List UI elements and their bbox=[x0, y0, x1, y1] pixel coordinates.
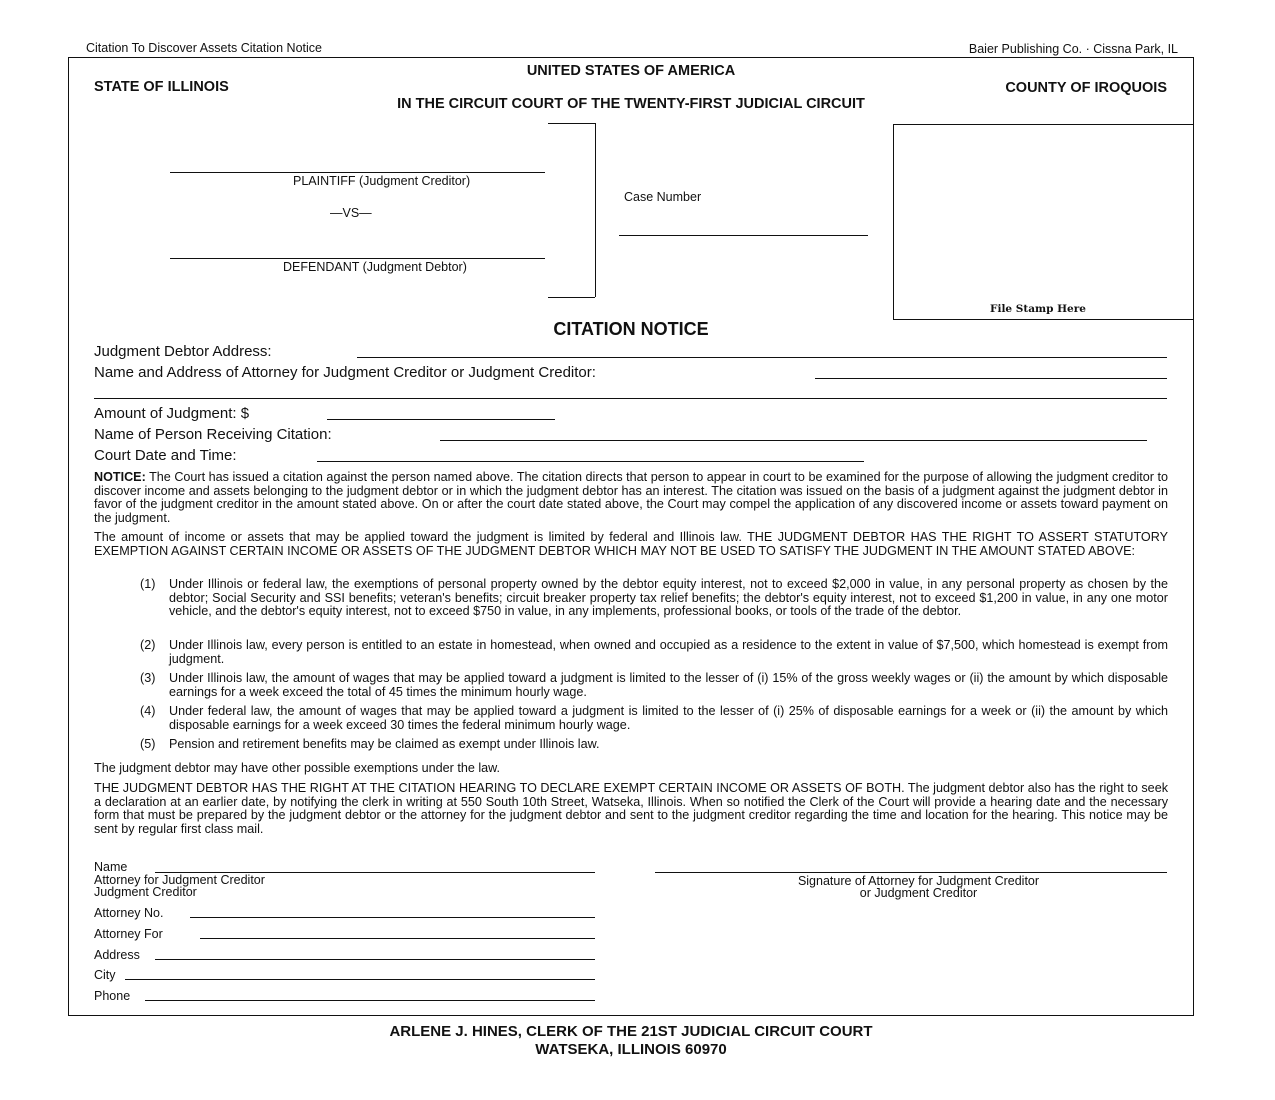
case-number-line[interactable] bbox=[619, 235, 868, 236]
attorney-for-line[interactable] bbox=[200, 938, 595, 939]
address-label: Address bbox=[94, 948, 140, 962]
page-title: CITATION NOTICE bbox=[553, 319, 709, 339]
form-title-header: Citation To Discover Assets Citation Notice bbox=[86, 41, 322, 55]
name-label: Name bbox=[94, 860, 128, 874]
attorney-for-label-2: Judgment Creditor bbox=[94, 885, 197, 899]
county-heading: COUNTY OF IROQUOIS bbox=[1005, 80, 1167, 96]
other-exemptions: The judgment debtor may have other possible exemptions under the law. bbox=[94, 761, 501, 775]
phone-line[interactable] bbox=[145, 1000, 595, 1001]
publisher-header: Baier Publishing Co. · Cissna Park, IL bbox=[968, 42, 1178, 56]
exemption-item bbox=[140, 639, 1168, 666]
attorney-for-label-1: Attorney for Judgment Creditor bbox=[94, 873, 265, 887]
defendant-label: DEFENDANT (Judgment Debtor) bbox=[283, 260, 467, 274]
item-text: Under federal law, the amount of wages that may be applied toward a judgment is limited to the lesser of (i) 25% of disposable earnings for a week or (ii) the amount by which disposable earnings for a week exceed 30 times the federal minimum hourly wage. bbox=[169, 704, 1168, 732]
clerk-name: ARLENE J. HINES, CLERK OF THE 21ST JUDICIAL CIRCUIT COURT bbox=[389, 1023, 873, 1040]
plaintiff-line[interactable] bbox=[170, 172, 545, 173]
person-label: Name of Person Receiving Citation: bbox=[94, 426, 332, 443]
item-text: Pension and retirement benefits may be claimed as exempt under Illinois law. bbox=[169, 737, 600, 751]
item-text: Under Illinois or federal law, the exemptions of personal property owned by the debtor equity interest, not to exceed $2,000 in value, in any personal property as chosen by the debtor; Social Security and SSI benefits; veteran's benefits; circuit breaker property tax relief benefits; the debtor's equity interest, not to exceed $1,200 in value, in any one motor vehicle, and the debtor's equity interest, not to exceed $750 in value, in any implements, professional books, or tools of the trade of the debtor. bbox=[169, 577, 1168, 618]
exemption-item bbox=[140, 578, 1168, 619]
vs-label: —VS— bbox=[330, 206, 372, 220]
item-text: Under Illinois law, every person is entitled to an estate in homestead, when owned and occupied as a residence to the extent in value of $7,500, which homestead is exempt from judgment. bbox=[169, 638, 1168, 666]
court-date-label: Court Date and Time: bbox=[94, 447, 237, 464]
clerk-address: WATSEKA, ILLINOIS 60970 bbox=[535, 1041, 727, 1058]
attorney-line[interactable] bbox=[815, 378, 1167, 379]
amount-label: Amount of Judgment: $ bbox=[94, 405, 250, 422]
signature-line[interactable] bbox=[655, 872, 1167, 873]
item-number: (3) bbox=[140, 671, 156, 685]
exemption-item bbox=[140, 738, 1168, 752]
attorney-label: Name and Address of Attorney for Judgment Creditor or Judgment Creditor: bbox=[94, 364, 596, 381]
amount-line[interactable] bbox=[327, 419, 555, 420]
file-stamp-box bbox=[893, 124, 1194, 320]
person-line[interactable] bbox=[440, 440, 1147, 441]
debtor-address-label: Judgment Debtor Address: bbox=[94, 343, 272, 360]
defendant-line[interactable] bbox=[170, 258, 545, 259]
notice-label: NOTICE: bbox=[94, 470, 146, 484]
city-label: City bbox=[94, 968, 116, 982]
exemption-item bbox=[140, 672, 1168, 699]
caption-box-bottom bbox=[548, 297, 595, 298]
signature-label-2: or Judgment Creditor bbox=[859, 886, 978, 900]
address-line[interactable] bbox=[155, 959, 595, 960]
item-text: Under Illinois law, the amount of wages that may be applied toward a judgment is limited to the lesser of (i) 15% of the gross weekly wages or (ii) the amount by which disposable earnings for a week exceed the total of 45 times the minimum hourly wage. bbox=[169, 671, 1168, 699]
attorney-for-field-label: Attorney For bbox=[94, 927, 163, 941]
case-number-label: Case Number bbox=[624, 190, 702, 204]
attorney-no-line[interactable] bbox=[190, 917, 595, 918]
file-stamp-label: File Stamp Here bbox=[990, 303, 1086, 315]
attorney-no-label: Attorney No. bbox=[94, 906, 164, 920]
state-heading: STATE OF ILLINOIS bbox=[94, 79, 229, 95]
item-number: (5) bbox=[140, 737, 156, 751]
caption-box-top bbox=[548, 123, 595, 124]
notice-paragraph bbox=[94, 471, 1168, 525]
signature-label-1: Signature of Attorney for Judgment Creditor bbox=[797, 874, 1040, 888]
attorney-line-2[interactable] bbox=[94, 398, 1167, 399]
city-line[interactable] bbox=[125, 979, 595, 980]
caption-box-side bbox=[595, 123, 596, 297]
plaintiff-label: PLAINTIFF (Judgment Creditor) bbox=[293, 174, 471, 188]
item-number: (4) bbox=[140, 704, 156, 718]
exemption-intro: The amount of income or assets that may be applied toward the judgment is limited by federal and Illinois law. THE JUDGMENT DEBTOR HAS THE RIGHT TO ASSERT STATUTORY EXEMPTION AGAINST CERTAIN INCOME OR ASSETS OF THE JUDGMENT DEBTOR WHICH MAY NOT BE USED TO SATISFY THE JUDGMENT IN THE AMOUNT STATED ABOVE: bbox=[94, 530, 1168, 558]
notice-text: The Court has issued a citation against the person named above. The citation directs that person to appear in court to be examined for the purpose of allowing the judgment creditor to discover income and assets belonging to the judgment debtor or in which the judgment debtor has an interest. The citation was issued on the basis of a judgment against the judgment debtor in favor of the judgment creditor in the amount stated above. On or after the court date stated above, the Court may compel the application of any discovered income or assets toward payment on the judgment. bbox=[94, 470, 1168, 525]
phone-label: Phone bbox=[94, 989, 131, 1003]
item-number: (1) bbox=[140, 577, 156, 591]
hearing-rights: THE JUDGMENT DEBTOR HAS THE RIGHT AT THE CITATION HEARING TO DECLARE EXEMPT CERTAIN INCOME OR ASSETS OF BOTH. The judgment debtor also has the right to seek a declaration at an earlier date, by notifying the clerk in writing at 550 South 10th Street, Watseka, Illinois. When so notified the Clerk of the Court will provide a hearing date and the necessary form that must be prepared by the judgment debtor or the attorney for the judgment debtor and sent to the judgment creditor regarding the time and location for the hearing. This notice may be sent by regular first class mail. bbox=[94, 781, 1168, 836]
debtor-address-line[interactable] bbox=[357, 357, 1167, 358]
court-heading: IN THE CIRCUIT COURT OF THE TWENTY-FIRST JUDICIAL CIRCUIT bbox=[397, 96, 865, 112]
court-date-line[interactable] bbox=[317, 461, 864, 462]
country-heading: UNITED STATES OF AMERICA bbox=[526, 63, 736, 79]
item-number: (2) bbox=[140, 638, 156, 652]
exemption-item bbox=[140, 705, 1168, 732]
